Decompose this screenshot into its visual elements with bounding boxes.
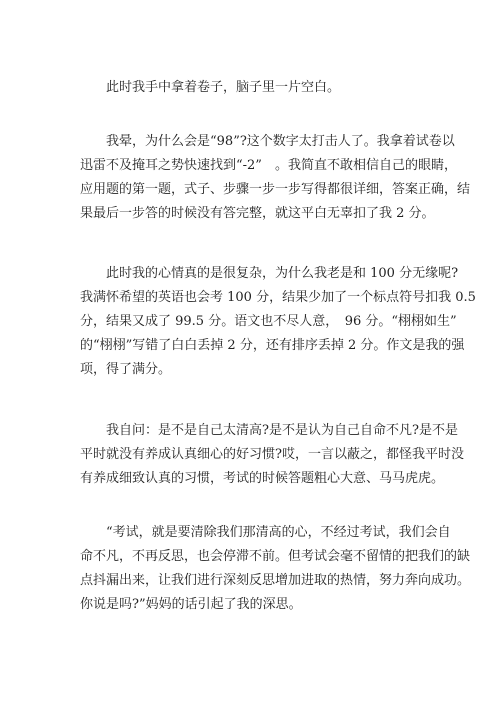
paragraph-line: 你说是吗?”妈妈的话引起了我的深思。 — [80, 597, 302, 612]
paragraph-line: 果最后一步答的时候没有答完整，就这平白无辜扣了我 2 分。 — [80, 206, 435, 221]
paragraph-line: 项，得了满分。 — [80, 362, 172, 377]
paragraph-line: 迅雷不及掩耳之势快速找到“-2” 。我简直不敢相信自己的眼睛， — [80, 158, 457, 173]
paragraph-line: 有养成细致认真的习惯，考试的时候答题粗心大意、马马虎虎。 — [80, 471, 445, 486]
paragraph-line: 命不凡，不再反思，也会停滞不前。但考试会毫不留情的把我们的缺 — [80, 549, 471, 564]
paragraph-line: 点抖漏出来，让我们进行深刻反思增加进取的热情，努力奔向成功。 — [80, 573, 471, 588]
paragraph-line: 此时我手中拿着卷子，脑子里一片空白。 — [80, 80, 341, 95]
paragraph-3 — [80, 262, 476, 382]
paragraph-line: 我满怀希望的英语也会考 100 分，结果少加了一个标点符号扣我 0.5 — [80, 290, 476, 305]
paragraph-line: “考试，就是要清除我们那清高的心，不经过考试，我们会自 — [80, 525, 451, 540]
paragraph-2 — [80, 130, 471, 226]
paragraph-5 — [80, 521, 471, 617]
paragraph-line: 的“栩栩”写错了白白丢掉 2 分，还有排序丢掉 2 分。作文是我的强 — [80, 338, 465, 353]
paragraph-line: 应用题的第一题，式子、步骤一步一步写得都很详细，答案正确，结 — [80, 182, 471, 197]
paragraph-line: 我晕，为什么会是“98”?这个数字太打击人了。我拿着试卷以 — [80, 134, 455, 149]
paragraph-1 — [80, 76, 435, 100]
paragraph-line: 此时我的心情真的是很复杂，为什么我老是和 100 分无缘呢? — [80, 266, 459, 281]
paragraph-4 — [80, 419, 464, 491]
paragraph-line: 分，结果又成了 99.5 分。语文也不尽人意， 96 分。“栩栩如生” — [80, 314, 457, 329]
paragraph-line: 平时就没有养成认真细心的好习惯?哎，一言以蔽之，都怪我平时没 — [80, 447, 464, 462]
paragraph-line: 我自问：是不是自己太清高?是不是认为自己自命不凡?是不是 — [80, 423, 458, 438]
